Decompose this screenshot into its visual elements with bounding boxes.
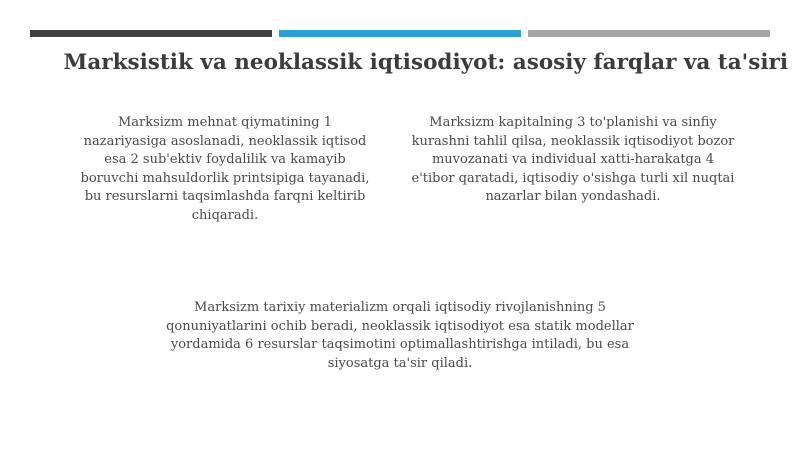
text-line: nazariyasiga asoslanadi, neoklassik iqtisod: [83, 133, 367, 149]
text-block-bottom: [140, 299, 660, 373]
text-line: e'tibor qaratadi, iqtisodiy o'sishga turli xil nuqtai: [411, 170, 735, 186]
decorative-bar-blue: [279, 30, 521, 37]
text-line: muvozanati va individual xatti-harakatga 4: [431, 152, 715, 167]
text-line: Marksizm tarixiy materializm orqali iqtisodiy rivojlanishning 5: [194, 300, 606, 315]
text-line: qonuniyatlarini ochib beradi, neoklassik iqtisodiyot esa statik modellar: [166, 318, 634, 334]
text-block-left: [60, 114, 390, 225]
text-line: nazarlar bilan yondashadi.: [485, 189, 661, 204]
text-line: esa 2 sub'ektiv foydalilik va kamayib: [104, 152, 346, 167]
text-line: yordamida 6 resurslar taqsimotini optimallashtirishga intiladi, bu esa: [170, 337, 630, 352]
text-line: bu resurslarni taqsimlashda farqni keltirib: [84, 189, 366, 204]
text-line: Marksizm kapitalning 3 to'planishi va sinfiy: [429, 115, 717, 130]
text-line: Marksizm mehnat qiymatining 1: [117, 115, 333, 130]
decorative-bar-dark: [30, 30, 272, 37]
text-line: chiqaradi.: [191, 207, 259, 223]
text-line: siyosatga ta'sir qiladi.: [327, 355, 473, 371]
decorative-bar-gray: [528, 30, 770, 37]
text-block-right: [398, 114, 748, 207]
text-line: boruvchi mahsuldorlik printsipiga tayanadi,: [80, 170, 370, 186]
text-line: kurashni tahlil qilsa, neoklassik iqtisodiyot bozor: [411, 133, 735, 149]
slide-title: Marksistik va neoklassik iqtisodiyot: asosiy farqlar va ta'siri: [63, 50, 788, 75]
